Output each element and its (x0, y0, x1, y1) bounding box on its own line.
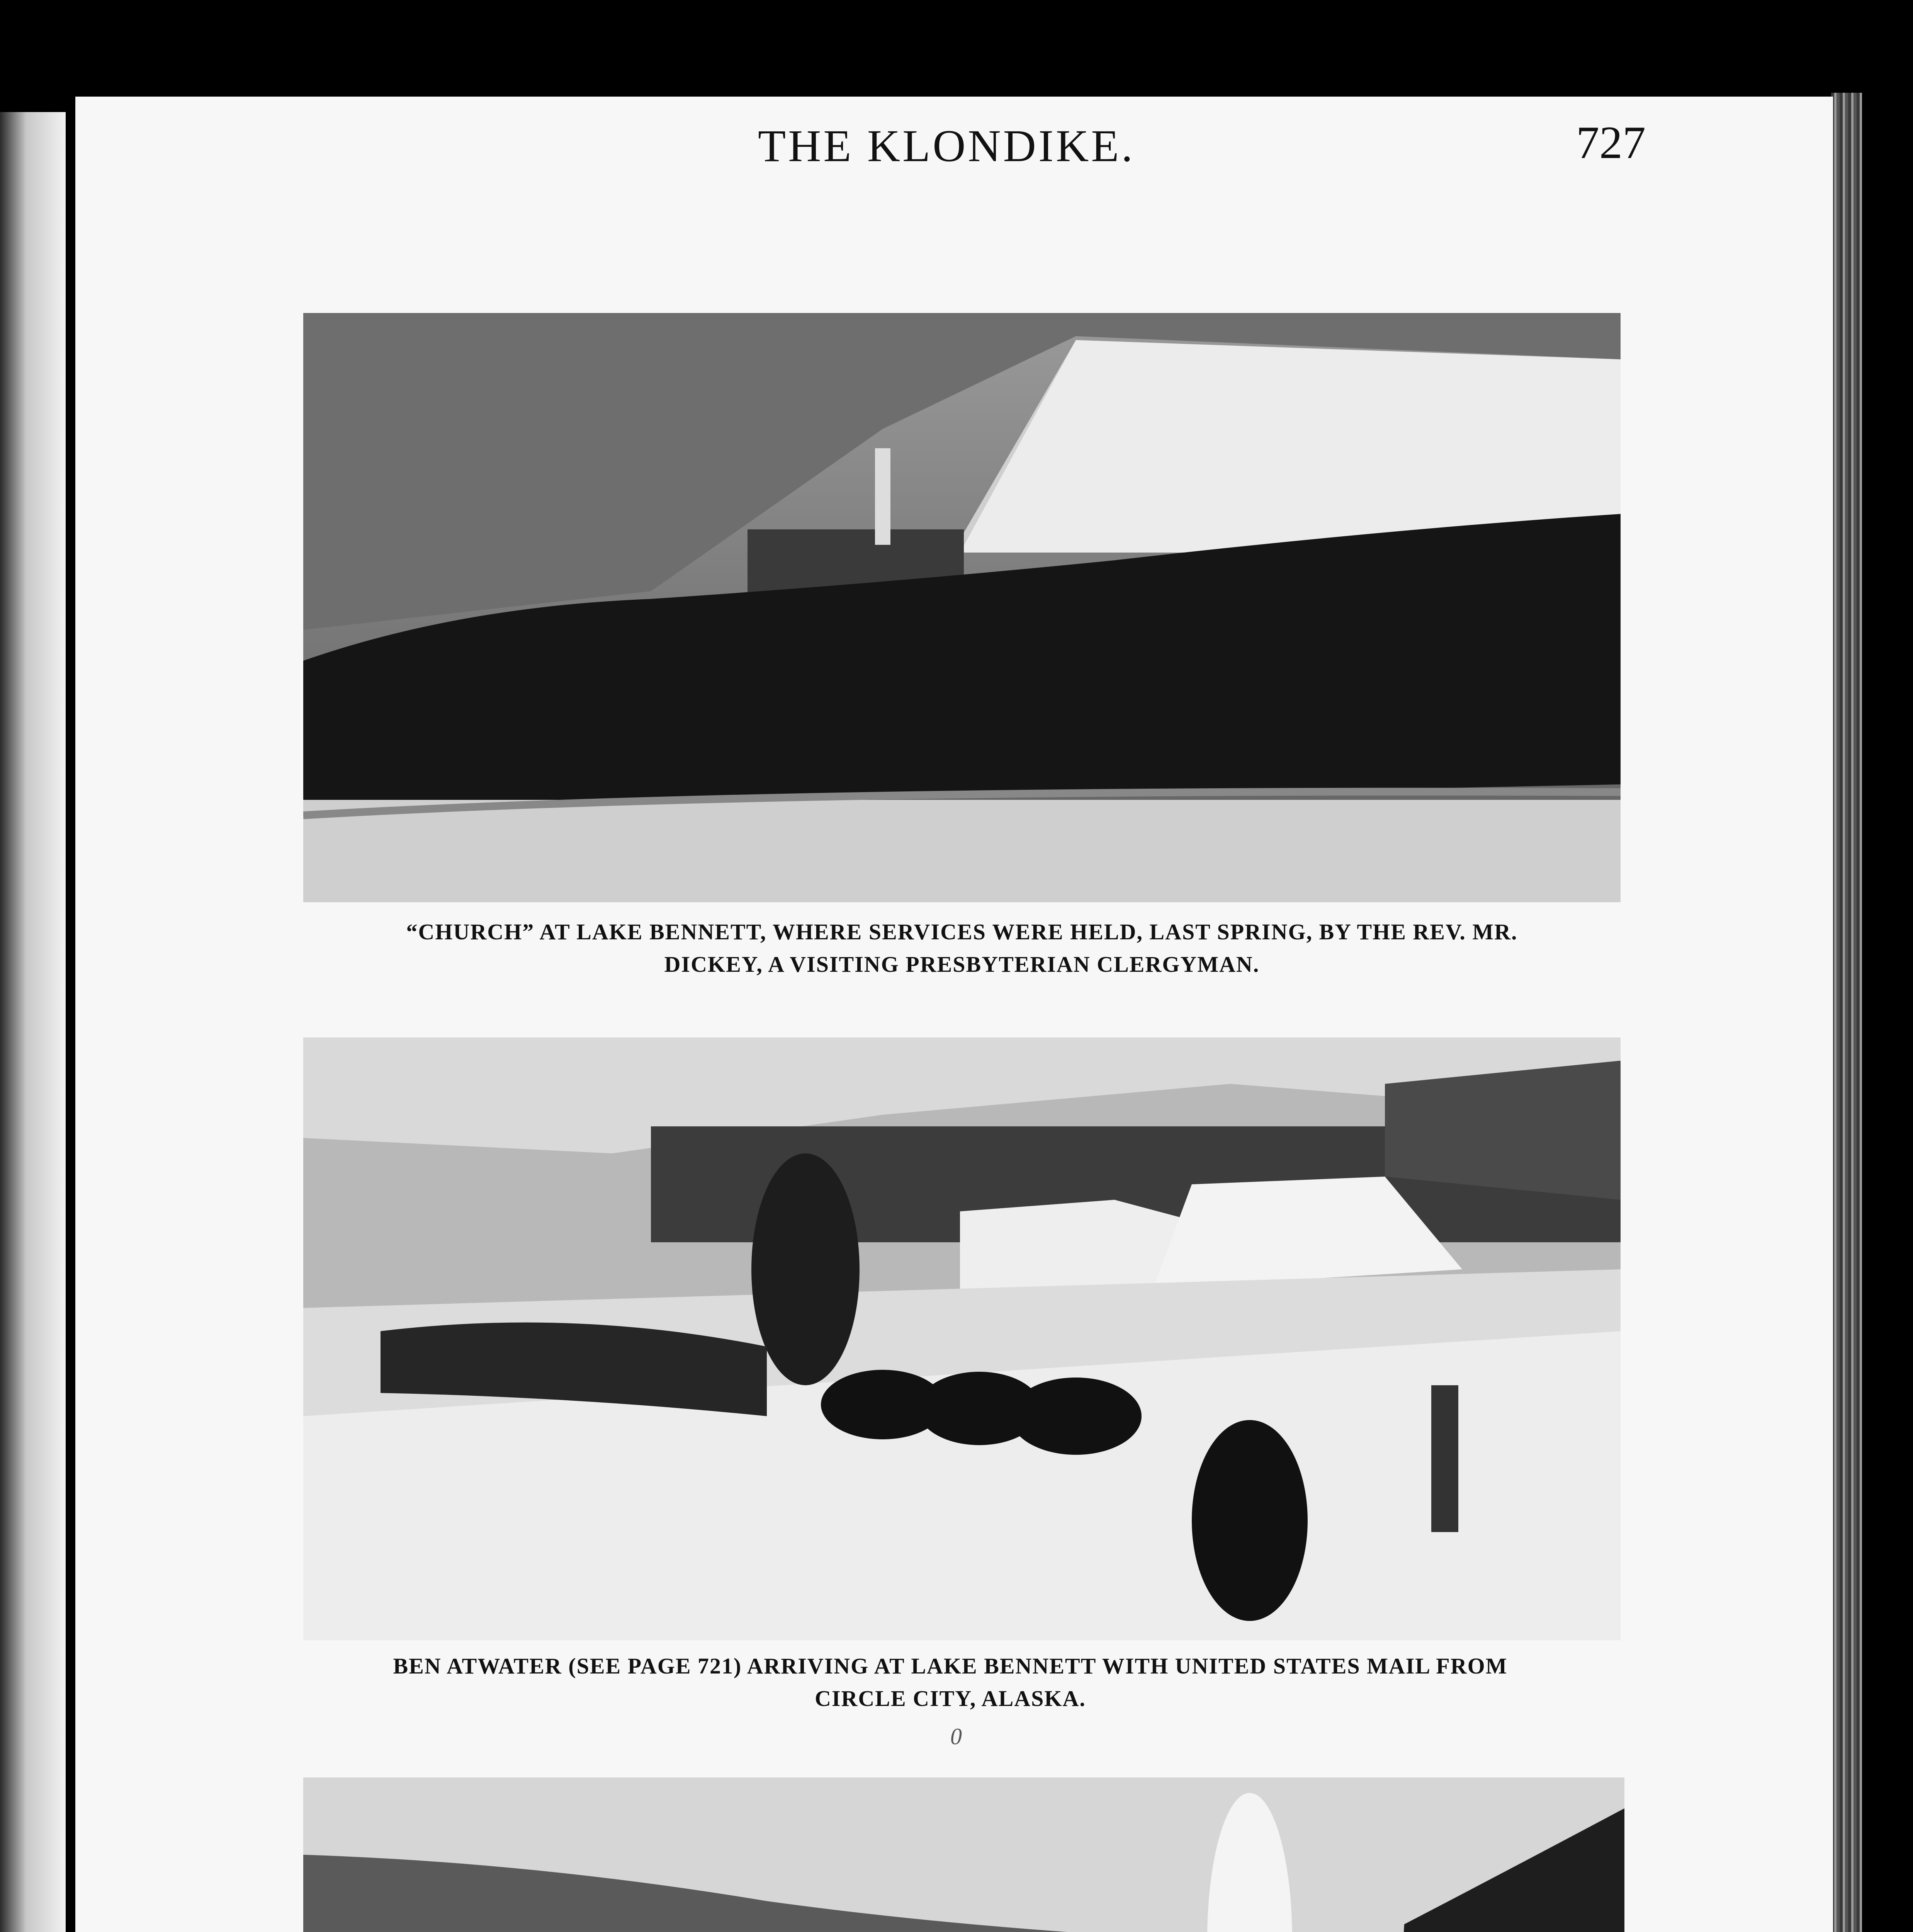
pencil-mark: 0 (950, 1724, 962, 1749)
caption-church (270, 916, 1653, 981)
facing-page-edge (0, 112, 66, 1932)
page-number: 727 (1576, 117, 1646, 168)
running-title: THE KLONDIKE. (758, 121, 1135, 171)
caption-line: DICKEY, A VISITING PRESBYTERIAN CLERGYMAN. (664, 952, 1260, 977)
photo-church-lake-bennett (303, 313, 1621, 902)
page-stack-edge (1831, 93, 1862, 1932)
caption-line: CIRCLE CITY, ALASKA. (815, 1686, 1086, 1711)
caption-ben-atwater (247, 1650, 1653, 1715)
photo-dog-sled-ben-atwater (303, 1037, 1621, 1640)
caption-line: BEN ATWATER (SEE PAGE 721) ARRIVING AT LAKE BENNETT WITH UNITED STATES MAIL FROM (393, 1653, 1508, 1679)
caption-line: “CHURCH” AT LAKE BENNETT, WHERE SERVICES WERE HELD, LAST SPRING, BY THE REV. MR. (406, 919, 1518, 944)
photo-five-finger-rapids (303, 1777, 1624, 1932)
